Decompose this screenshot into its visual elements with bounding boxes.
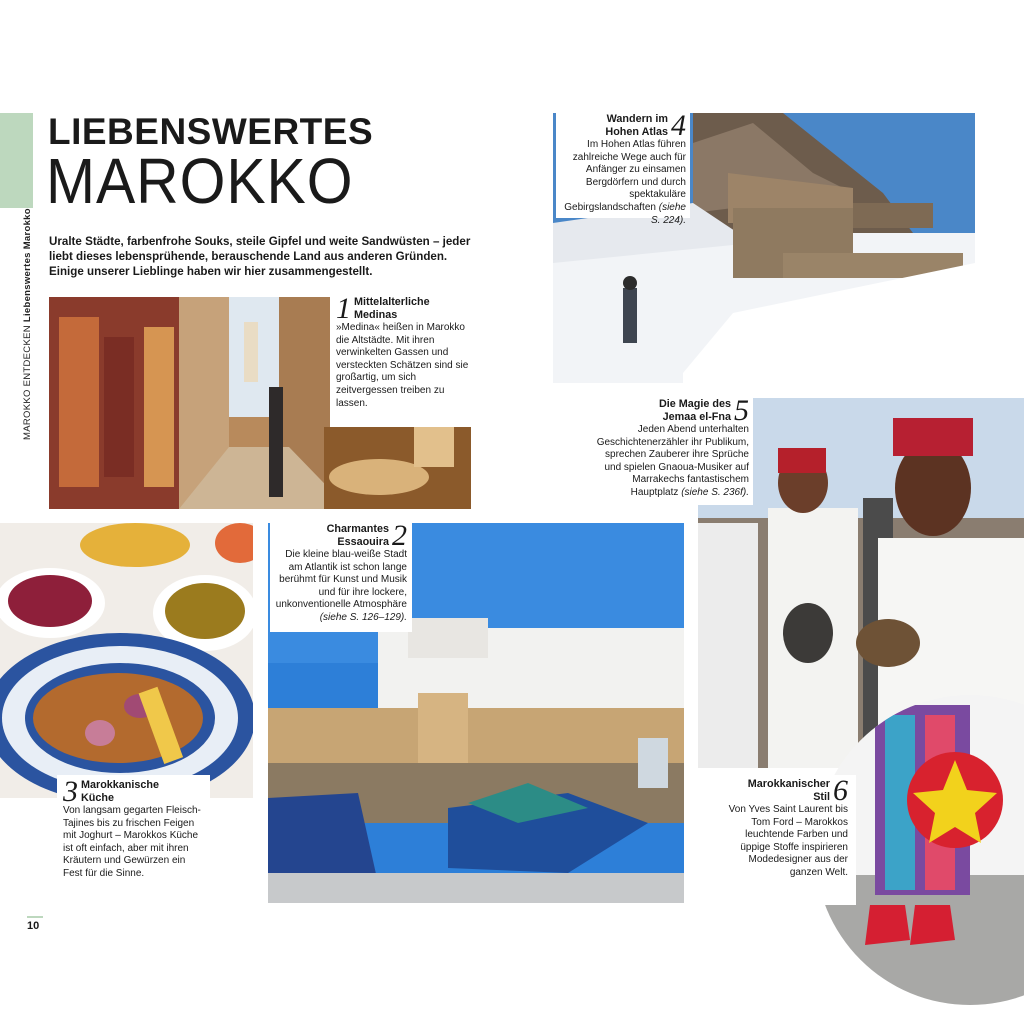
caption-2-title-line2: Essaouira (337, 535, 389, 548)
caption-5-title-line2: Jemaa el-Fna (662, 410, 731, 423)
caption-3-title-line1: Marokkanische (81, 779, 160, 791)
page-title-line1: LIEBENSWERTES (48, 111, 374, 152)
caption-6-title (748, 778, 830, 803)
caption-1-title-line1: Mittelalterliche (354, 296, 430, 308)
caption-4-box (556, 109, 690, 226)
accent-tab (0, 113, 33, 208)
caption-2-box (270, 520, 412, 632)
intro-text: Uralte Städte, farbenfrohe Souks, steile Gipfel und weite Sandwüsten – jeder liebt dieses lebensprühende, berauschende Land aus anderen Gründen. Einige unserer Lieblinge haben wir hier zusammengestellt. (49, 235, 471, 278)
caption-5-title-line1: Die Magie des (658, 398, 731, 410)
section-subname: Liebenswertes Marokko (22, 208, 33, 323)
caption-1 (330, 292, 475, 410)
caption-5-body: Jeden Abend unterhalten Geschichtenerzähler ihr Publikum, sprechen Zauberer ihre Sprüche und spielen Gnaoua-Musiker auf Marrakechs fantastischem Hauptplatz (596, 424, 749, 498)
caption-3-number: 3 (63, 775, 78, 808)
caption-1-title (354, 296, 430, 321)
caption-2-head (270, 519, 407, 552)
page-number: 10 (27, 920, 40, 932)
caption-3-title (81, 779, 159, 804)
caption-2-number: 2 (392, 519, 407, 552)
caption-5-reference: (siehe S. 236f). (681, 486, 749, 498)
caption-3-title-line2: Küche (81, 791, 114, 804)
caption-4-reference: (siehe S. 224). (650, 201, 686, 226)
caption-1-head (336, 292, 469, 325)
caption-2-body: Die kleine blau-weiße Stadt am Atlantik ist schon lange berühmt für Kunst und Musik und für ihre lockere, unkonventionelle Atmosphäre (275, 549, 407, 611)
caption-4-title (605, 113, 668, 138)
caption-1-box (330, 292, 475, 427)
caption-3 (57, 775, 210, 881)
caption-4-title-line2: Hohen Atlas (605, 125, 668, 138)
caption-6-number: 6 (833, 774, 848, 807)
caption-4-number: 4 (671, 109, 686, 142)
caption-1-number: 1 (336, 292, 351, 325)
caption-5-head (596, 394, 749, 427)
section-name: MAROKKO ENTDECKEN (22, 325, 33, 440)
caption-4 (556, 110, 690, 227)
caption-5-title (659, 398, 731, 423)
caption-2-reference: (siehe S. 126–129). (319, 611, 407, 623)
caption-2-title-line1: Charmantes (326, 523, 389, 535)
caption-1-text: »Medina« heißen in Marokko die Altstädte. Mit ihren verwinkelten Gassen und versteckten Schätzen sind sie großartig, um sich zeitvergessen treiben zu lassen. (336, 322, 469, 409)
page-title-line2: MAROKKO (46, 145, 354, 217)
caption-3-text: Von langsam gegarten Fleisch-Tajines bis zu frischen Feigen mit Joghurt – Marokkos Küche ist oft einfach, aber mit ihren Kräutern und Gewürzen ein Fest für die Sinne. (63, 805, 201, 879)
food-photo (0, 523, 253, 798)
caption-2 (270, 520, 412, 625)
caption-6-title-line2: Stil (813, 790, 830, 803)
caption-6-title-line1: Marokkanischer (747, 778, 830, 790)
page-number-rule (27, 916, 43, 918)
caption-6 (726, 775, 856, 880)
caption-5-box (596, 395, 753, 505)
caption-5-text (596, 424, 749, 500)
caption-5 (596, 395, 753, 500)
caption-6-head (726, 774, 848, 807)
caption-3-box (57, 775, 210, 887)
caption-5-number: 5 (734, 394, 749, 427)
caption-4-head (556, 109, 686, 142)
caption-2-title (327, 523, 389, 548)
caption-3-head (63, 775, 206, 808)
caption-6-text: Von Yves Saint Laurent bis Tom Ford – Marokkos leuchtende Farben und üppige Stoffe inspirieren Modedesigner aus der ganzen Welt. (728, 804, 848, 878)
caption-6-box (726, 775, 856, 905)
caption-2-text (270, 549, 407, 625)
caption-1-title-line2: Medinas (354, 308, 398, 321)
caption-4-title-line1: Wandern im (606, 113, 668, 125)
caption-4-body: Im Hohen Atlas führen zahlreiche Wege auch für Anfänger zu einsamen Bergdörfern und durch spektakuläre Gebirgslandschaften (564, 139, 686, 213)
caption-4-text (556, 139, 686, 227)
side-section-label (22, 208, 33, 440)
